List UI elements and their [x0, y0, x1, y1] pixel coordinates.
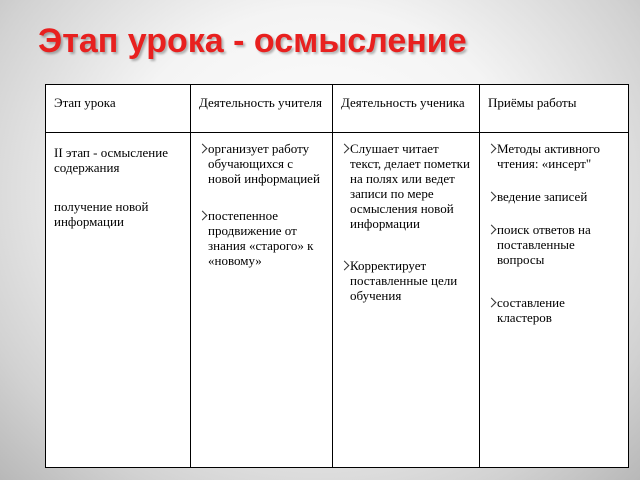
teacher-item: организует работу обучающихся с новой информацией	[199, 141, 326, 186]
student-cell	[333, 133, 480, 468]
header-stage-label: Этап урока	[54, 95, 116, 110]
method-item: составление кластеров	[488, 295, 622, 325]
header-cell-stage	[46, 85, 191, 133]
method-item: поиск ответов на поставленные вопросы	[488, 222, 622, 267]
methods-cell	[480, 133, 629, 468]
table-row	[46, 133, 629, 468]
stage-subtitle: получение новой информации	[54, 199, 149, 229]
header-methods-label: Приёмы работы	[488, 95, 577, 110]
header-cell-teacher	[191, 85, 333, 133]
header-cell-methods	[480, 85, 629, 133]
header-cell-student	[333, 85, 480, 133]
header-student-label: Деятельность ученика	[341, 95, 465, 110]
slide-title: Этап урока - осмысление	[38, 22, 467, 60]
stage-title: II этап - осмысление содержания	[54, 145, 168, 175]
student-item: Корректирует поставленные цели обучения	[341, 258, 473, 303]
teacher-item: постепенное продвижение от знания «старого» к «новому»	[199, 208, 326, 268]
method-item: ведение записей	[488, 189, 622, 204]
lesson-stage-table	[45, 84, 629, 468]
method-item: Методы активного чтения: «инсерт"	[488, 141, 622, 171]
header-teacher-label: Деятельность учителя	[199, 95, 322, 110]
table-header-row	[46, 85, 629, 133]
student-item: Слушает читает текст, делает пометки на полях или ведет записи по мере осмысления новой информации	[341, 141, 473, 231]
teacher-cell	[191, 133, 333, 468]
stage-cell	[46, 133, 191, 468]
